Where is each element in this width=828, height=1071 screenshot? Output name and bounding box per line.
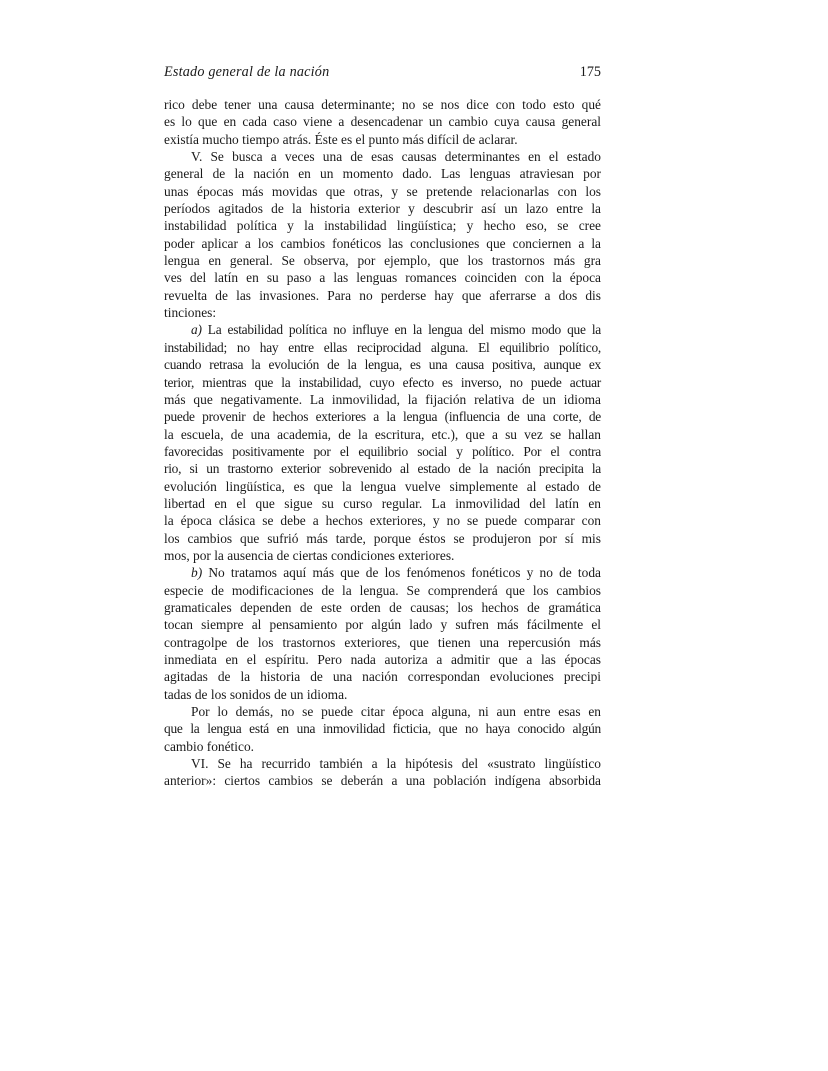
text-line: es lo que en cada caso viene a desencadenar un cambio cuya causa general: [164, 114, 601, 130]
text-line: cambio fonético.: [164, 738, 254, 754]
list-marker: b): [191, 565, 203, 581]
page-number: 175: [579, 64, 601, 80]
paragraph: [164, 755, 601, 790]
text-line: que la lengua está en una inmovilidad ficticia, que no haya conocido algún: [164, 721, 601, 737]
text-line: los cambios que sufrió más tarde, porque éstos se produjeron por sí mis: [164, 530, 601, 546]
text-line: [164, 564, 601, 581]
text-line: lengua en general. Se observa, por ejemplo, que los trastornos más gra: [164, 253, 601, 269]
text-line: libertad en el que sigue su curso regular. La inmovilidad del latín en: [164, 495, 601, 511]
text-line: instabilidad política y la instabilidad lingüística; y hecho eso, se cree: [164, 218, 601, 234]
text-line: tadas de los sonidos de un idioma.: [164, 686, 348, 702]
text-line: ves del latín en su paso a las lenguas romances coinciden con la época: [164, 270, 601, 286]
text-line: contragolpe de los trastornos exteriores, que tienen una repercusión más: [164, 634, 601, 650]
text-line: la escuela, de una academia, de la escritura, etc.), que a su vez se hallan: [164, 426, 601, 442]
text-line: rico debe tener una causa determinante; no se nos dice con todo esto qué: [164, 97, 601, 112]
text-line: V. Se busca a veces una de esas causas determinantes en el estado: [191, 149, 601, 165]
text-line: gramaticales dependen de este orden de causas; los hechos de gramática: [164, 599, 601, 615]
text-line: especie de modificaciones de la lengua. Se comprenderá que los cambios: [164, 582, 601, 598]
text-line: Por lo demás, no se puede citar época alguna, ni aun entre esas en: [191, 704, 601, 720]
text-line: anterior»: ciertos cambios se deberán a una población indígena absorbida: [164, 773, 601, 789]
paragraph: [164, 148, 601, 321]
text-line: VI. Se ha recurrido también a la hipótesis del «sustrato lingüístico: [191, 756, 601, 772]
text-line: terior, mientras que la instabilidad, cuyo efecto es inverso, no puede actuar: [164, 374, 601, 390]
running-header: [164, 62, 601, 82]
text-line: tinciones:: [164, 305, 217, 321]
text-line: unas épocas más movidas que otras, y se pretende relacionarlas con los: [164, 183, 601, 199]
text-line: períodos agitados de la historia exterior y descubrir así un lazo entre la: [164, 201, 601, 217]
text-line: la época clásica se debe a hechos exteriores, y no se puede comparar con: [164, 513, 601, 529]
text-line: existía mucho tiempo atrás. Éste es el punto más difícil de aclarar.: [164, 131, 518, 147]
list-marker: a): [191, 322, 202, 338]
text-line: instabilidad; no hay entre ellas reciprocidad alguna. El equilibrio político,: [164, 339, 601, 355]
text-line: general de la nación en un momento dado. Las lenguas atraviesan por: [164, 166, 601, 182]
text-line: revuelta de las invasiones. Para no perderse hay que aferrarse a dos dis: [164, 287, 601, 303]
text-line: mos, por la ausencia de ciertas condiciones exteriores.: [164, 547, 455, 563]
text-run: No tratamos aquí más que de los fenómenos fonéticos y no de toda: [202, 565, 601, 581]
text-line: favorecidas positivamente por el equilibrio social y político. Por el contra: [164, 443, 601, 459]
paragraph: [164, 703, 601, 755]
paragraph: [164, 564, 601, 703]
running-title: Estado general de la nación: [164, 64, 330, 80]
text-line: más que negativamente. La inmovilidad, la fijación relativa de un idioma: [164, 391, 601, 407]
text-run: La estabilidad política no influye en la lengua del mismo modo que la: [201, 322, 601, 338]
text-line: rio, si un trastorno exterior sobrevenido al estado de la nación precipita la: [164, 461, 601, 477]
paragraph: [164, 96, 601, 148]
text-line: inmediata en el espíritu. Pero nada autoriza a admitir que a las épocas: [164, 652, 601, 667]
text-line: agitadas de la historia de una nación correspondan evoluciones precipi: [164, 669, 601, 685]
text-line: tocan siempre al pensamiento por algún lado y sufren más fácilmente el: [164, 617, 601, 633]
text-line: evolución lingüística, es que la lengua vuelve simplemente al estado de: [164, 478, 601, 494]
text-line: cuando retrasa la evolución de la lengua, es una causa positiva, aunque ex: [164, 357, 601, 373]
body-text: [164, 96, 601, 790]
book-page: [164, 62, 601, 790]
paragraph: [164, 321, 601, 564]
text-line: poder aplicar a los cambios fonéticos las conclusiones que conciernen a la: [164, 235, 601, 251]
text-line: puede provenir de hechos exteriores a la lengua (influencia de una corte, de: [164, 409, 601, 425]
text-line: [164, 321, 601, 338]
